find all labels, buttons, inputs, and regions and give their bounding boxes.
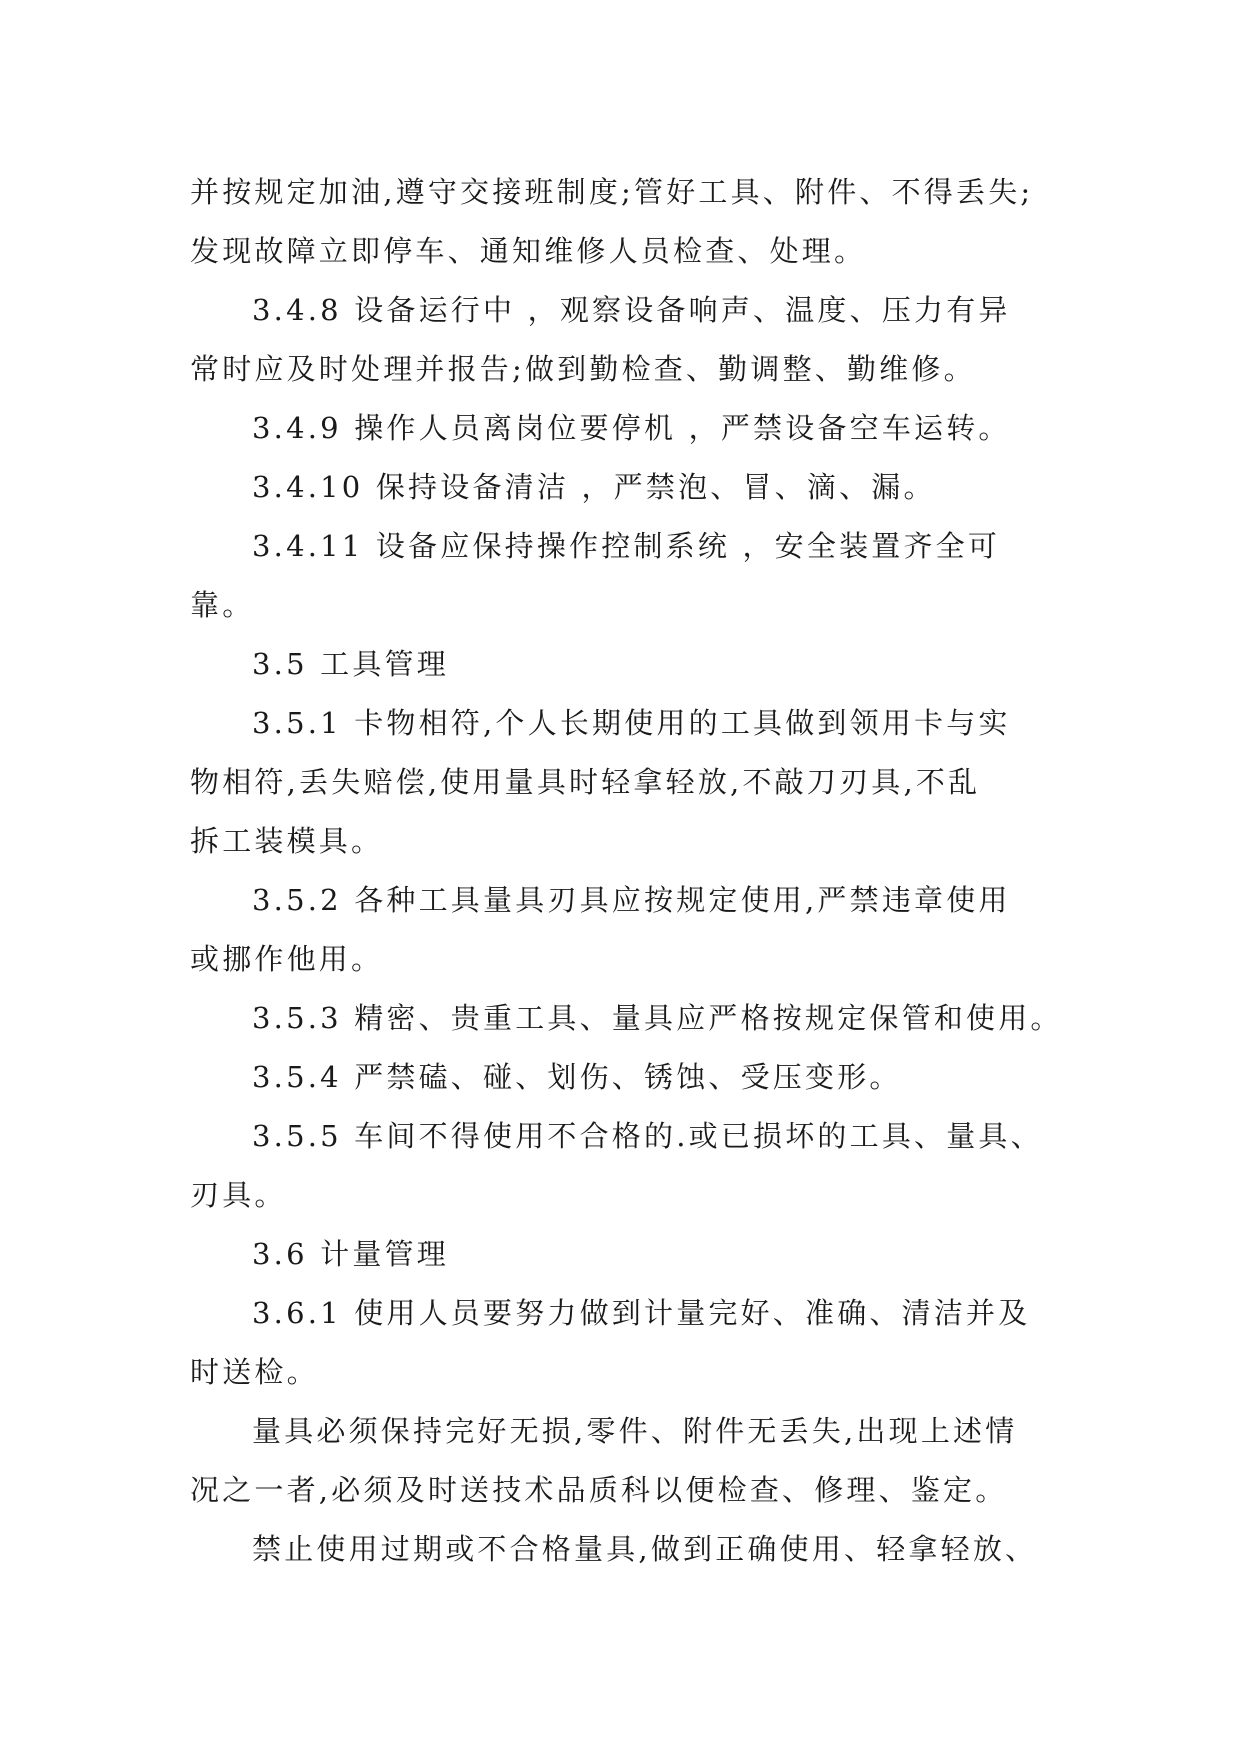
text-line: 常时应及时处理并报告;做到勤检查、勤调整、勤维修。 xyxy=(190,352,976,386)
paragraph: 禁止使用过期或不合格量具,做到正确使用、轻拿轻放、 xyxy=(252,1532,1038,1566)
text-line: 或挪作他用。 xyxy=(190,942,384,976)
paragraph: 量具必须保持完好无损,零件、附件无丢失,出现上述情 xyxy=(252,1414,1018,1448)
clause-3-4-9: 3.4.9 操作人员离岗位要停机 ，严禁设备空车运转。 xyxy=(252,411,1011,445)
clause-3-5-2: 3.5.2 各种工具量具刃具应按规定使用,严禁违章使用 xyxy=(252,883,1011,917)
text-line: 靠。 xyxy=(190,588,255,622)
clause-3-4-10: 3.4.10 保持设备清洁 ，严禁泡、冒、滴、漏。 xyxy=(252,470,936,504)
text-line: 物相符,丢失赔偿,使用量具时轻拿轻放,不敲刀刃具,不乱 xyxy=(190,765,981,799)
section-heading-3-5: 3.5 工具管理 xyxy=(252,647,449,681)
text-line: 时送检。 xyxy=(190,1355,319,1389)
text-line: 发现故障立即停车、通知维修人员检查、处理。 xyxy=(190,234,867,268)
clause-3-6-1: 3.6.1 使用人员要努力做到计量完好、准确、清洁并及 xyxy=(252,1296,1031,1330)
text-line: 拆工装模具。 xyxy=(190,824,384,858)
clause-3-5-3: 3.5.3 精密、贵重工具、量具应严格按规定保管和使用。 xyxy=(252,1001,1063,1035)
clause-3-5-1: 3.5.1 卡物相符,个人长期使用的工具做到领用卡与实 xyxy=(252,706,1011,740)
clause-3-4-8: 3.4.8 设备运行中 ，观察设备响声、温度、压力有异 xyxy=(252,293,1011,327)
section-heading-3-6: 3.6 计量管理 xyxy=(252,1237,449,1271)
clause-3-4-11: 3.4.11 设备应保持操作控制系统 ，安全装置齐全可 xyxy=(252,529,1001,563)
clause-3-5-5: 3.5.5 车间不得使用不合格的.或已损坏的工具、量具、 xyxy=(252,1119,1043,1153)
clause-3-5-4: 3.5.4 严禁磕、碰、划伤、锈蚀、受压变形。 xyxy=(252,1060,902,1094)
text-line: 并按规定加油,遵守交接班制度;管好工具、附件、不得丢失; xyxy=(190,175,1034,209)
document-body xyxy=(190,163,1070,1579)
text-line: 况之一者,必须及时送技术品质科以便检查、修理、鉴定。 xyxy=(190,1473,1008,1507)
text-line: 刃具。 xyxy=(190,1178,287,1212)
